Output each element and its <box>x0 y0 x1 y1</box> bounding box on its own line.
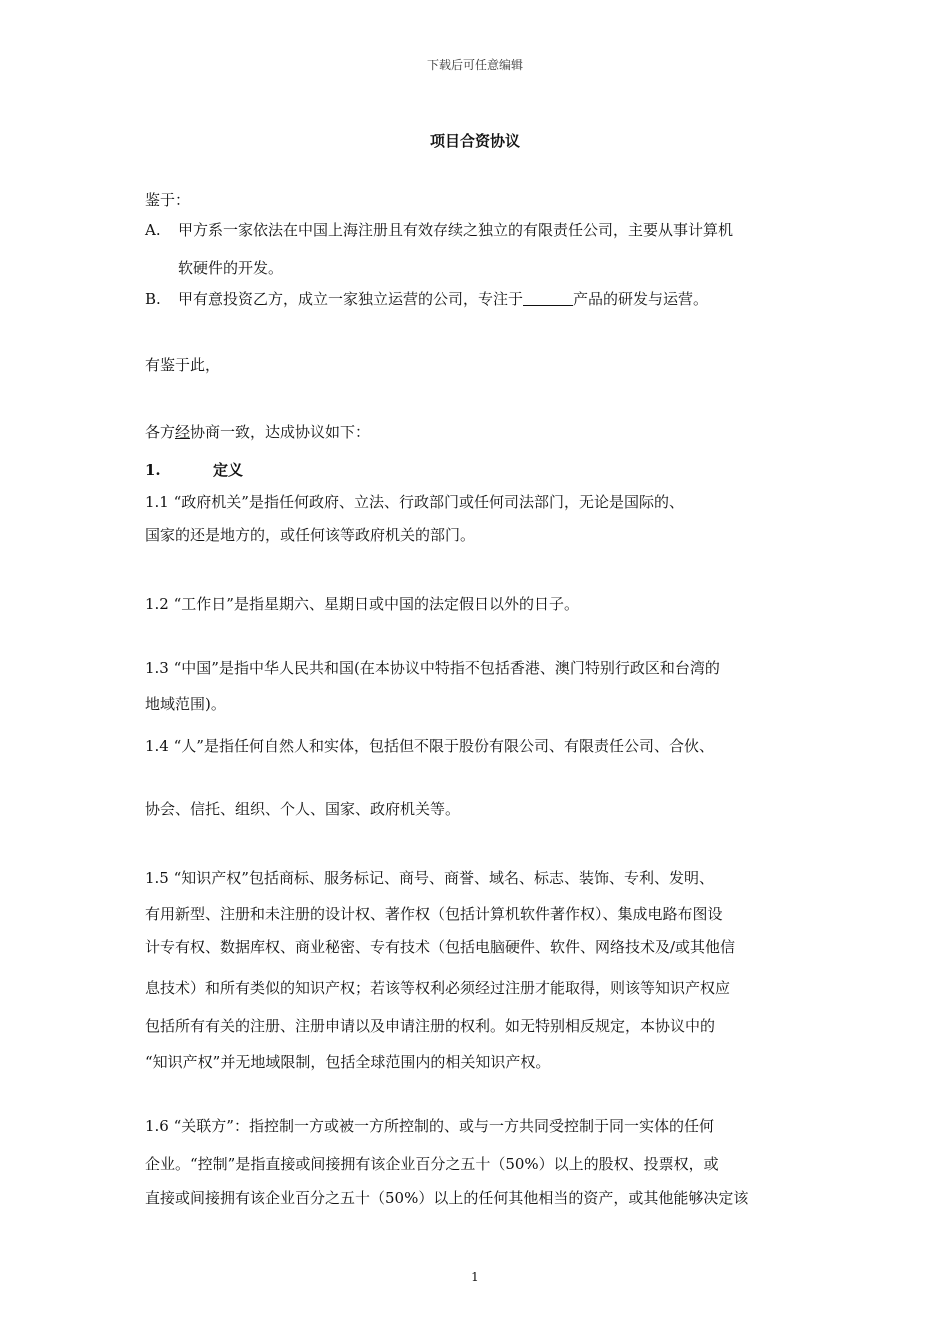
def-1-1-line1: 1.1 “政府机关”是指任何政府、立法、行政部门或任何司法部门，无论是国际的、 <box>145 493 684 511</box>
def-1-5-line2: 有用新型、注册和未注册的设计权、著作权（包括计算机软件著作权）、集成电路布图设 <box>145 905 723 923</box>
def-1-5-line4: 息技术）和所有类似的知识产权；若该等权利必须经过注册才能取得，则该等知识产权应 <box>145 979 731 997</box>
document-title: 项目合资协议 <box>429 132 520 150</box>
whereas-heading: 鉴于： <box>145 191 191 209</box>
section-1-title: 定义 <box>213 461 244 479</box>
def-1-5-line5: 包括所有有关的注册、注册申请以及申请注册的权利。如无特别相反规定，本协议中的 <box>145 1017 716 1035</box>
agree-underlined: 经 <box>175 423 191 441</box>
def-1-5-line6: “知识产权”并无地域限制，包括全球范围内的相关知识产权。 <box>145 1053 551 1071</box>
clause-a-line1: 甲方系一家依法在中国上海注册且有效存续之独立的有限责任公司，主要从事计算机 <box>178 221 734 239</box>
clause-a <box>145 220 733 240</box>
def-1-4-line1: 1.4 “人”是指任何自然人和实体，包括但不限于股份有限公司、有限责任公司、合伙、 <box>145 737 714 755</box>
agree-before: 各方 <box>145 423 176 441</box>
page-header: 下载后可任意编辑 <box>426 58 523 72</box>
clause-b-label: B. <box>145 290 161 308</box>
def-1-6-line2: 企业。“控制”是指直接或间接拥有该企业百分之五十（50%）以上的股权、投票权，或 <box>145 1155 719 1173</box>
def-1-6-line1: 1.6 “关联方”：指控制一方或被一方所控制的、或与一方共同受控制于同一实体的任何 <box>145 1117 714 1135</box>
in-view-text: 有鉴于此， <box>145 356 221 374</box>
def-1-3-line2: 地域范围)。 <box>145 695 226 713</box>
section-1-heading <box>145 460 243 480</box>
agree-after: 协商一致，达成协议如下： <box>190 423 371 441</box>
page-number: 1 <box>471 1270 479 1284</box>
agreement-intro <box>145 422 370 442</box>
def-1-5-line3: 计专有权、数据库权、商业秘密、专有技术（包括电脑硬件、软件、网络技术及/或其他信 <box>145 938 736 956</box>
section-1-number: 1. <box>145 461 161 479</box>
clause-b-after: 产品的研发与运营。 <box>573 290 709 308</box>
def-1-5-line1: 1.5 “知识产权”包括商标、服务标记、商号、商誉、域名、标志、装饰、专利、发明、 <box>145 869 714 887</box>
def-1-3-line1: 1.3 “中国”是指中华人民共和国(在本协议中特指不包括香港、澳门特别行政区和台湾的 <box>145 659 720 677</box>
def-1-4-line2: 协会、信托、组织、个人、国家、政府机关等。 <box>145 800 461 818</box>
def-1-1-line2: 国家的还是地方的，或任何该等政府机关的部门。 <box>145 526 476 544</box>
clause-b <box>145 289 708 309</box>
clause-a-label: A. <box>145 221 161 239</box>
clause-b-blank <box>523 291 573 306</box>
clause-a-line2: 软硬件的开发。 <box>178 259 284 277</box>
def-1-6-line3: 直接或间接拥有该企业百分之五十（50%）以上的任何其他相当的资产，或其他能够决定该 <box>145 1189 749 1207</box>
clause-b-before: 甲有意投资乙方，成立一家独立运营的公司，专注于 <box>178 290 524 308</box>
def-1-2-line1: 1.2 “工作日”是指星期六、星期日或中国的法定假日以外的日子。 <box>145 595 579 613</box>
